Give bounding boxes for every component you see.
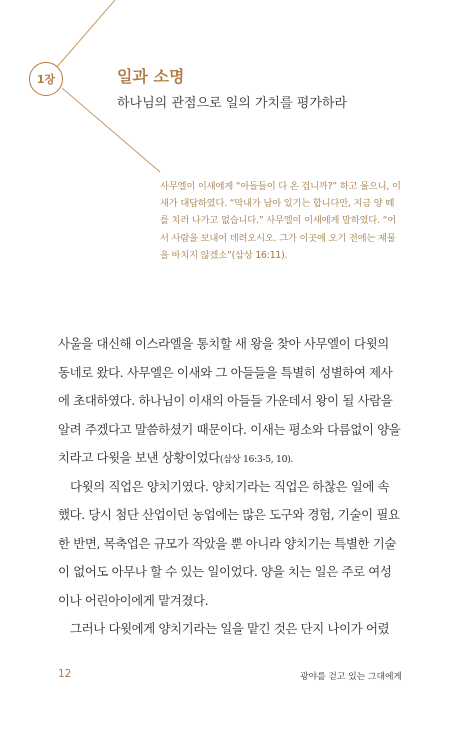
body-line: 다윗의 직업은 양치기였다. 양치기라는 직업은 하찮은 일에 속 <box>70 478 390 494</box>
body-line-text: 치라고 다윗을 보낸 상황이었다 <box>58 450 220 465</box>
chapter-title: 일과 소명 <box>117 67 185 86</box>
quote-line: 사무엘이 이새에게 “아들들이 다 온 겁니까?” 하고 물으니, 이 <box>160 181 401 192</box>
page-number: 12 <box>58 668 72 680</box>
running-title: 광야를 걷고 있는 그대에게 <box>300 672 402 682</box>
body-line: 했다. 당시 첨단 산업이던 농업에는 많은 도구와 경험, 기술이 필요 <box>58 507 400 522</box>
body-line: 알려 주겠다고 말씀하셨기 때문이다. 이새는 평소와 다름없이 양을 <box>58 421 401 437</box>
quote-line: 새가 대답하였다. “막내가 남아 있기는 합니다만, 지금 양 떼 <box>160 198 395 210</box>
quote-line: 를 치러 나가고 없습니다.” 사무엘이 이새에게 말하였다. “어 <box>160 215 396 227</box>
scripture-quote <box>160 178 401 264</box>
body-text <box>58 330 403 644</box>
quote-line: 서 사람을 보내어 데려오시오. 그가 이곳에 오기 전에는 제물 <box>160 232 396 244</box>
body-line: 이나 어린아이에게 맡겨졌다. <box>58 592 209 608</box>
quote-line: 을 바치지 않겠소”(삼상 16:11). <box>160 249 288 261</box>
body-line: 동네로 왔다. 사무엘은 이새와 그 아들들을 특별히 성별하여 제사 <box>58 364 393 380</box>
body-line: 그러나 다윗에게 양치기라는 일을 맡긴 것은 단지 나이가 어렸 <box>70 621 390 636</box>
body-line <box>58 444 403 473</box>
body-line: 사울을 대신해 이스라엘을 통치할 새 왕을 찾아 사무엘이 다윗의 <box>58 336 389 351</box>
chapter-badge: 1장 <box>29 62 63 96</box>
scripture-reference: (삼상 16:3-5, 10). <box>219 454 294 465</box>
body-line: 이 없어도 아무나 할 수 있는 일이었다. 양을 치는 일은 주로 여성 <box>58 564 392 579</box>
body-line: 에 초대하였다. 하나님이 이새의 아들들 가운데서 왕이 될 사람을 <box>58 393 393 408</box>
body-line: 한 반면, 목축업은 규모가 작았을 뿐 아니라 양치기는 특별한 기술 <box>58 535 396 551</box>
diagonal-line-upper <box>56 0 115 68</box>
chapter-subtitle: 하나님의 관점으로 일의 가치를 평가하라 <box>117 96 348 111</box>
